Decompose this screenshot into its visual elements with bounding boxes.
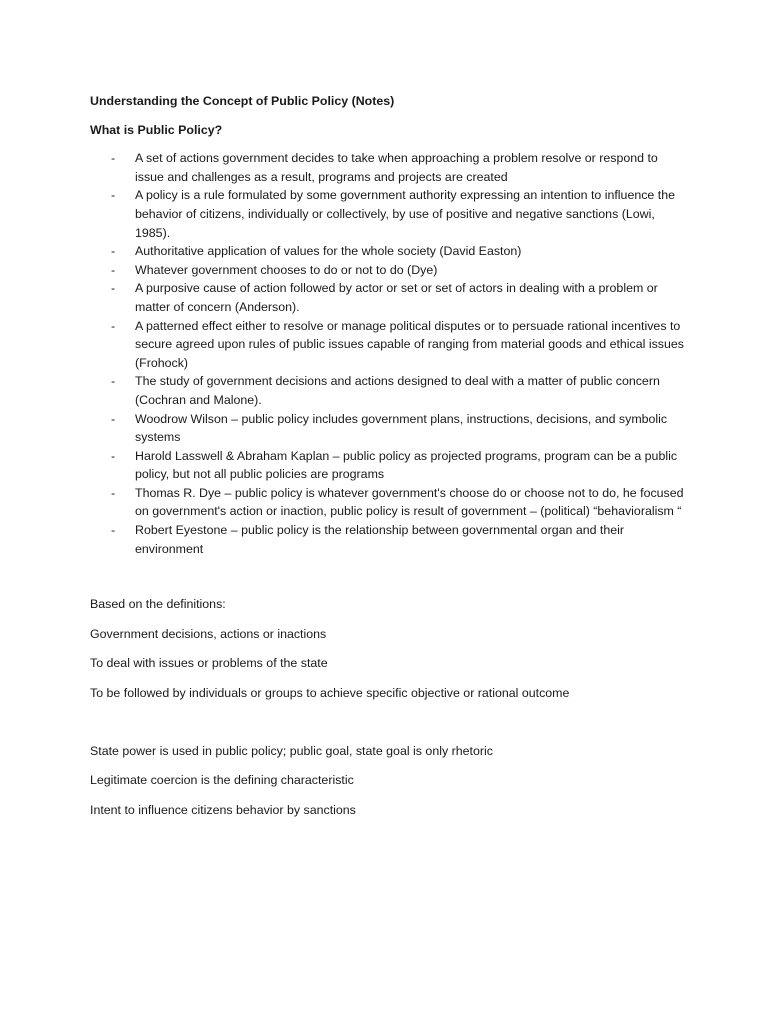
list-item-text: Whatever government chooses to do or not to do (Dye)	[135, 262, 438, 277]
definitions-list	[90, 149, 690, 409]
list-item	[90, 447, 690, 484]
list-item	[90, 372, 690, 409]
scholars-list	[90, 410, 690, 559]
paragraph: State power is used in public policy; public goal, state goal is only rhetoric	[90, 743, 493, 758]
dash-bullet: -	[111, 448, 116, 463]
list-item	[90, 261, 690, 280]
dash-bullet: -	[111, 151, 116, 166]
list-item-text: The study of government decisions and actions designed to deal with a matter of public concern (Cochran and Malone).	[135, 374, 660, 407]
paragraph: Legitimate coercion is the defining characteristic	[90, 773, 354, 788]
section-heading: What is Public Policy?	[90, 122, 223, 137]
list-item	[90, 279, 690, 316]
list-item	[90, 410, 690, 447]
paragraph: To be followed by individuals or groups to achieve specific objective or rational outcome	[90, 686, 570, 701]
list-item	[90, 521, 690, 558]
list-item-text: Woodrow Wilson – public policy includes government plans, instructions, decisions, and symbolic systems	[135, 411, 668, 445]
list-item-text: Authoritative application of values for the whole society (David Easton)	[135, 244, 522, 259]
dash-bullet: -	[111, 411, 116, 426]
blank-space	[90, 558, 690, 595]
dash-bullet: -	[111, 281, 116, 296]
dash-bullet: -	[111, 374, 116, 389]
dash-bullet: -	[111, 188, 116, 203]
paragraph: Intent to influence citizens behavior by sanctions	[90, 802, 356, 817]
list-item-text: A policy is a rule formulated by some government authority expressing an intention to influence the behavior of citizens, individually or collectively, by use of positive and negative sanctions (Lowi, 1985).	[135, 188, 675, 240]
list-item	[90, 149, 690, 186]
dash-bullet: -	[111, 318, 116, 333]
list-item-text: Harold Lasswell & Abraham Kaplan – public policy as projected programs, program can be a public policy, but not all public policies are programs	[135, 448, 678, 482]
document-body	[90, 92, 690, 830]
paragraph: Based on the definitions:	[90, 597, 226, 612]
list-item-text: Robert Eyestone – public policy is the relationship between governmental organ and their environment	[135, 523, 625, 556]
dash-bullet: -	[111, 262, 116, 277]
list-item	[90, 317, 690, 373]
list-item	[90, 186, 690, 242]
dash-bullet: -	[111, 244, 116, 259]
list-item-text: A patterned effect either to resolve or manage political disputes or to persuade rational incentives to secure agreed upon rules of public issues capable of ranging from material goods and ethical issues (Frohock)	[135, 318, 684, 370]
document-title: Understanding the Concept of Public Policy (Notes)	[90, 94, 395, 108]
list-item-text: A set of actions government decides to take when approaching a problem resolve or respond to issue and challenges as a result, programs and projects are created	[135, 151, 658, 184]
blank-space	[90, 714, 690, 742]
list-item	[90, 484, 690, 521]
list-item-text: Thomas R. Dye – public policy is whatever government's choose do or choose not to do, he focused on government's action or inaction, public policy is result of government – (political) “behavioralism “	[135, 485, 684, 519]
dash-bullet: -	[111, 523, 116, 538]
list-item-text: A purposive cause of action followed by actor or set or set of actors in dealing with a problem or matter of concern (Anderson).	[135, 281, 658, 314]
list-item	[90, 242, 690, 261]
dash-bullet: -	[111, 485, 116, 500]
paragraph: To deal with issues or problems of the state	[90, 656, 328, 671]
paragraph: Government decisions, actions or inactions	[90, 626, 327, 641]
